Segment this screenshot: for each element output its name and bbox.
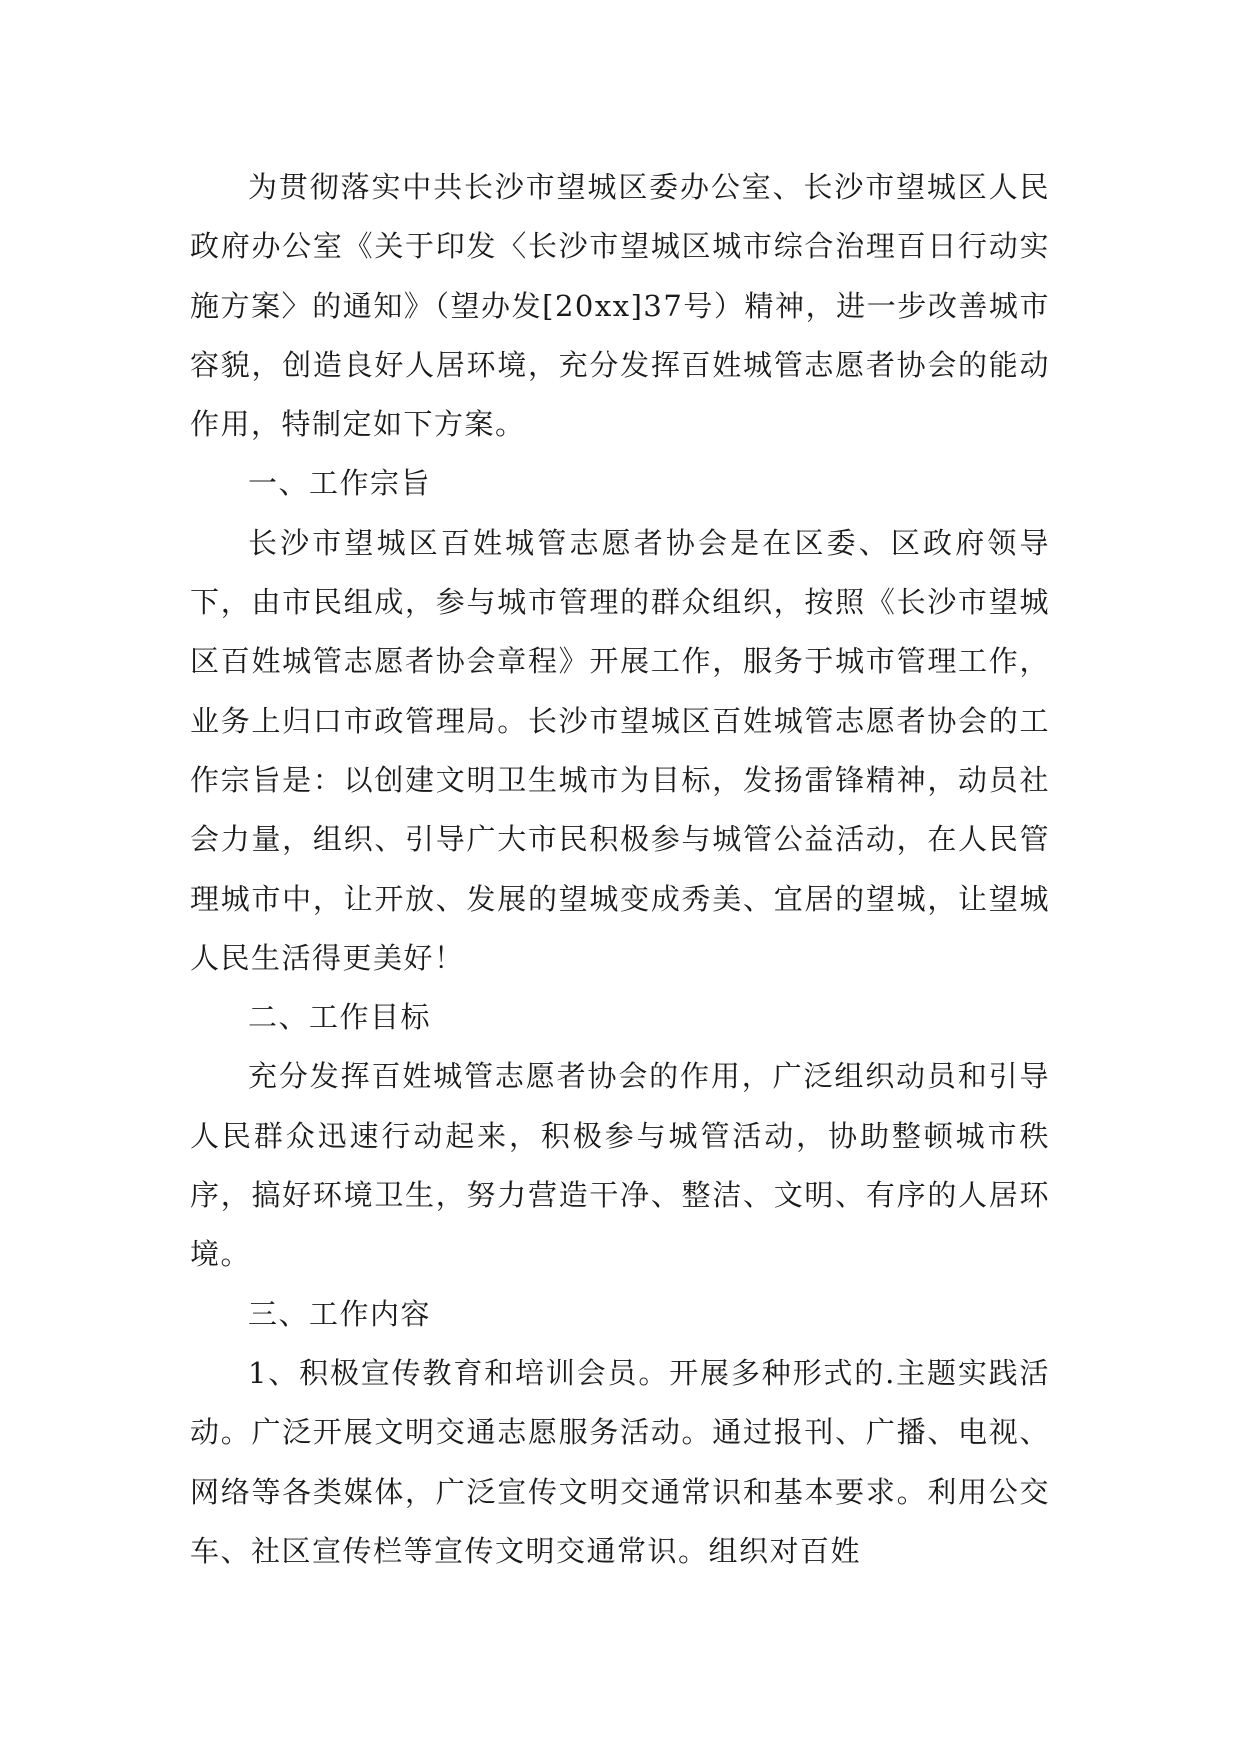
intro-paragraph: 为贯彻落实中共长沙市望城区委办公室、长沙市望城区人民政府办公室《关于印发〈长沙市望城区城市综合治理百日行动实施方案〉的通知》（望办发[20xx]37号）精神，进一步改善城市容貌，创造良好人居环境，充分发挥百姓城管志愿者协会的能动作用，特制定如下方案。 [190,170,1050,442]
section-heading-goals: 二、工作目标 [248,1000,432,1035]
document-body [190,158,1050,1581]
content-paragraph-1: 1、积极宣传教育和培训会员。开展多种形式的.主题实践活动。广泛开展文明交通志愿服务活动。通过报刊、广播、电视、网络等各类媒体，广泛宣传文明交通常识和基本要求。利用公交车、社区宣传栏等宣传文明交通常识。组织对百姓 [190,1355,1050,1568]
section-heading-content: 三、工作内容 [248,1296,432,1331]
section-heading-purpose: 一、工作宗旨 [248,466,432,501]
goals-paragraph: 充分发挥百姓城管志愿者协会的作用，广泛组织动员和引导人民群众迅速行动起来，积极参与城管活动，协助整顿城市秩序，搞好环境卫生，努力营造干净、整洁、文明、有序的人居环境。 [190,1059,1050,1272]
purpose-paragraph: 长沙市望城区百姓城管志愿者协会是在区委、区政府领导下，由市民组成，参与城市管理的群众组织，按照《长沙市望城区百姓城管志愿者协会章程》开展工作，服务于城市管理工作，业务上归口市政管理局。长沙市望城区百姓城管志愿者协会的工作宗旨是：以创建文明卫生城市为目标，发扬雷锋精神，动员社会力量，组织、引导广大市民积极参与城管公益活动，在人民管理城市中，让开放、发展的望城变成秀美、宜居的望城，让望城人民生活得更美好！ [190,525,1050,975]
